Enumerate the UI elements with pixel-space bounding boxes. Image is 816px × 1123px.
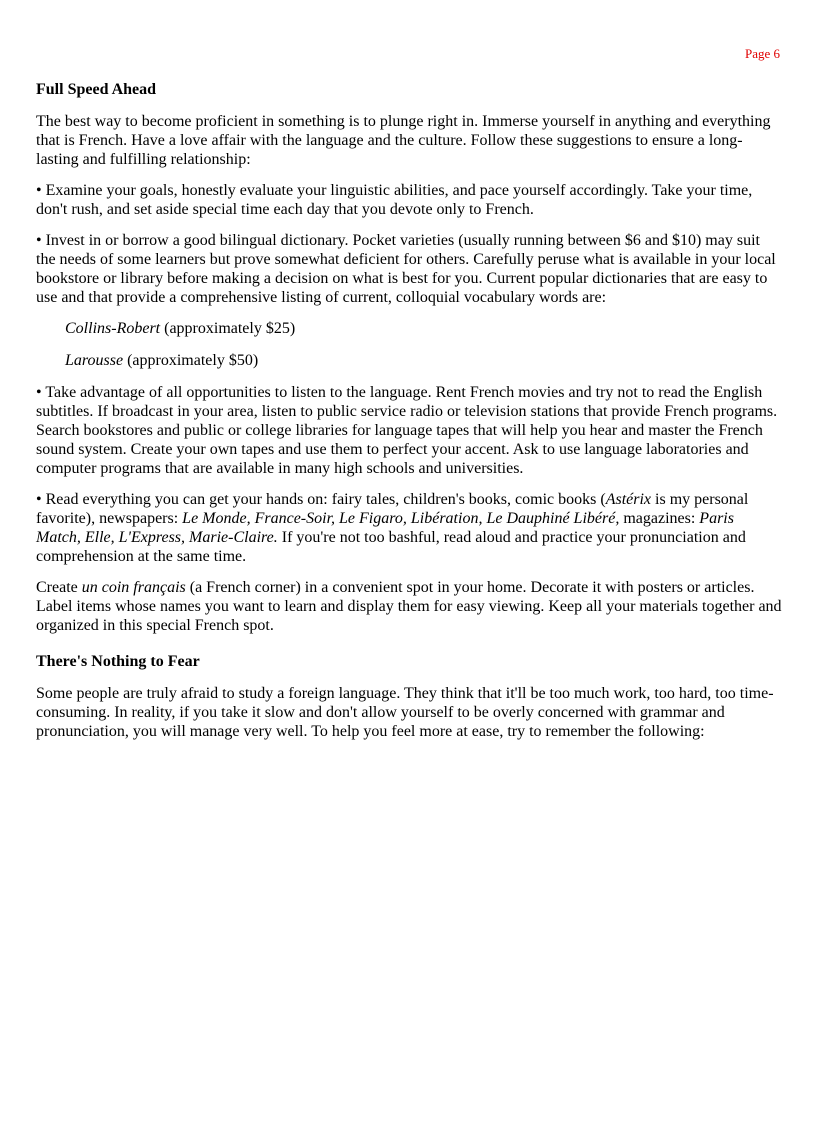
dictionary-item-collins-robert — [36, 319, 782, 338]
text-run: • Read everything you can get your hands on: fairy tales, children's books, comic books ( — [36, 491, 606, 508]
dictionary-price: (approximately $25) — [160, 320, 296, 337]
dictionary-name: Larousse — [65, 352, 124, 369]
text-run: Create — [36, 579, 82, 596]
text-run: (a French corner) in a convenient spot in your home. Decorate it with posters or articles. Label items whose names you want to learn and display them for easy viewing. Keep all your materials together and organized in this special French spot. — [36, 579, 782, 634]
paragraph-fear: Some people are truly afraid to study a foreign language. They think that it'll be too much work, too hard, too time-consuming. In reality, if you take it slow and don't allow yourself to be overly concerned with grammar and pronunciation, you will manage very well. To help you feel more at ease, try to remember the following: — [36, 685, 774, 740]
document-body — [36, 80, 782, 753]
bullet-dictionary: • Invest in or borrow a good bilingual dictionary. Pocket varieties (usually running between $6 and $10) may suit the needs of some learners but prove somewhat deficient for others. Carefully peruse what is available in your local bookstore or library before making a decision on what is best for you. Current popular dictionaries that are easy to use and that provide a comprehensive listing of current, colloquial vocabulary words are: — [36, 232, 776, 306]
bullet-read — [36, 490, 782, 566]
paragraph-intro: The best way to become proficient in something is to plunge right in. Immerse yourself in anything and everything that is French. Have a love affair with the language and the culture. Follow these suggestions to ensure a long-lasting and fulfilling relationship: — [36, 113, 771, 168]
bullet-listen: • Take advantage of all opportunities to listen to the language. Rent French movies and try not to read the English subtitles. If broadcast in your area, listen to public service radio or television stations that provide French programs. Search bookstores and public or college libraries for language tapes that will help you hear and master the French sound system. Create your own tapes and use them to perfect your accent. Ask to use language laboratories and computer programs that are available in many high schools and universities. — [36, 384, 778, 477]
paragraph-french-corner — [36, 578, 782, 635]
comic-title: Astérix — [605, 491, 652, 508]
magazine-titles: Paris Match, Elle, L'Express, Marie-Claire. — [36, 510, 734, 546]
section-heading-full-speed-ahead: Full Speed Ahead — [36, 81, 157, 98]
section-heading-nothing-to-fear: There's Nothing to Fear — [36, 653, 200, 670]
text-run: magazines: — [619, 510, 700, 527]
bullet-goals: • Examine your goals, honestly evaluate your linguistic abilities, and pace yourself accordingly. Take your time, don't rush, and set aside special time each day that you devote only to French. — [36, 182, 753, 218]
newspaper-titles: Le Monde, France-Soir, Le Figaro, Libération, Le Dauphiné Libéré, — [182, 510, 620, 527]
text-run: If you're not too bashful, read aloud and practice your pronunciation and comprehension at the same time. — [36, 529, 746, 565]
dictionary-name: Collins-Robert — [65, 320, 161, 337]
text-run: is my personal favorite), newspapers: — [36, 491, 749, 527]
page-number: Page 6 — [744, 46, 780, 61]
dictionary-price: (approximately $50) — [123, 352, 259, 369]
french-phrase: un coin français — [81, 579, 186, 596]
dictionary-item-larousse — [36, 351, 782, 370]
